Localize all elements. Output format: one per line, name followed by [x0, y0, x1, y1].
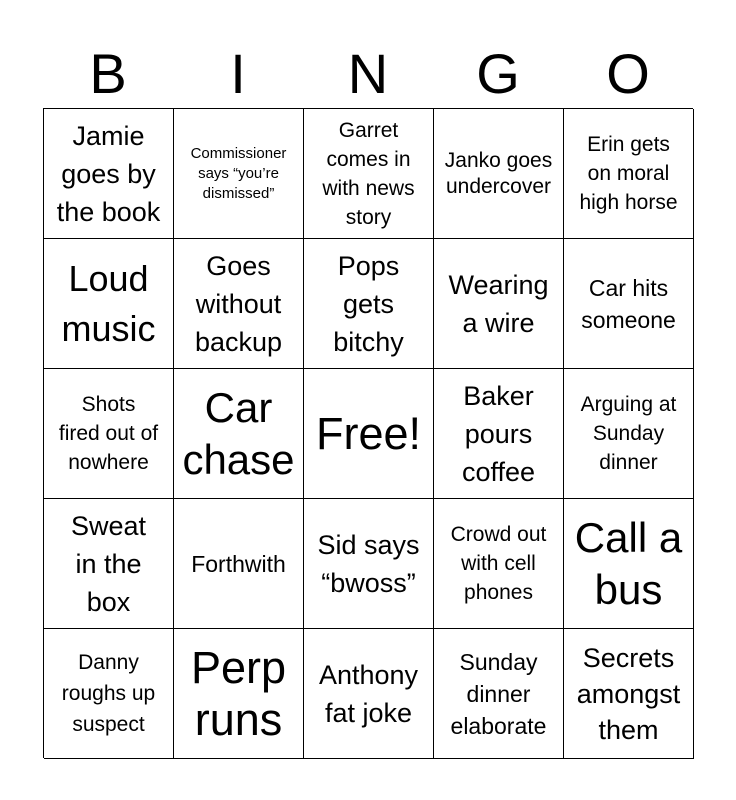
bingo-cell	[434, 499, 564, 629]
cell-text: Secrets amongst them	[576, 642, 681, 745]
bingo-cell	[44, 369, 174, 499]
cell-text: Wearing a wire	[448, 269, 549, 338]
bingo-cell	[304, 239, 434, 369]
cell-text: Garret comes in with news story	[322, 118, 415, 229]
bingo-cell	[564, 629, 694, 759]
bingo-cell	[44, 499, 174, 629]
bingo-cell	[44, 239, 174, 369]
header-letter-n: N	[347, 42, 389, 105]
cell-text: Car chase	[182, 383, 295, 483]
cell-text: Loud music	[61, 257, 156, 349]
cell-text: Sunday dinner elaborate	[450, 648, 547, 739]
bingo-cell	[44, 629, 174, 759]
cell-text: Goes without backup	[194, 250, 283, 357]
cell-text: Pops gets bitchy	[333, 250, 404, 357]
cell-text: Commissioner says “you’re dismissed”	[190, 144, 287, 202]
bingo-cell	[564, 499, 694, 629]
cell-text: Sweat in the box	[70, 510, 147, 617]
cell-text: Forthwith	[191, 550, 286, 577]
cell-text: Arguing at Sunday dinner	[580, 393, 677, 474]
bingo-header	[43, 40, 693, 108]
header-letter-b: B	[89, 42, 127, 105]
cell-text: Call a bus	[574, 513, 683, 613]
cell-text: Crowd out with cell phones	[450, 523, 547, 604]
bingo-cell	[304, 369, 434, 499]
bingo-cell	[174, 369, 304, 499]
bingo-cell	[304, 629, 434, 759]
bingo-cell	[564, 239, 694, 369]
cell-text: Perp runs	[190, 641, 287, 745]
bingo-cell	[304, 499, 434, 629]
bingo-cell	[174, 629, 304, 759]
cell-text: Shots fired out of nowhere	[58, 393, 159, 474]
bingo-cell	[174, 109, 304, 239]
header-letter-g: G	[476, 42, 520, 105]
cell-text: Jamie goes by the book	[56, 120, 161, 227]
bingo-cell	[434, 629, 564, 759]
bingo-cell	[174, 499, 304, 629]
bingo-cell	[304, 109, 434, 239]
cell-text: Anthony fat joke	[318, 659, 419, 728]
header-letter-o: O	[606, 42, 650, 105]
cell-text: Danny roughs up suspect	[61, 651, 156, 736]
cell-text: Free!	[315, 407, 422, 459]
bingo-cell	[564, 369, 694, 499]
cell-text: Janko goes undercover	[444, 148, 553, 198]
bingo-cell	[434, 239, 564, 369]
cell-text: Sid says “bwoss”	[317, 529, 420, 598]
bingo-grid	[43, 108, 693, 758]
bingo-cell	[434, 109, 564, 239]
cell-text: Car hits someone	[581, 274, 676, 333]
bingo-cell	[564, 109, 694, 239]
cell-text: Baker pours coffee	[461, 380, 536, 487]
bingo-cell	[174, 239, 304, 369]
cell-text: Erin gets on moral high horse	[579, 133, 678, 214]
bingo-cell	[434, 369, 564, 499]
bingo-cell	[44, 109, 174, 239]
header-letter-i: I	[230, 42, 246, 105]
